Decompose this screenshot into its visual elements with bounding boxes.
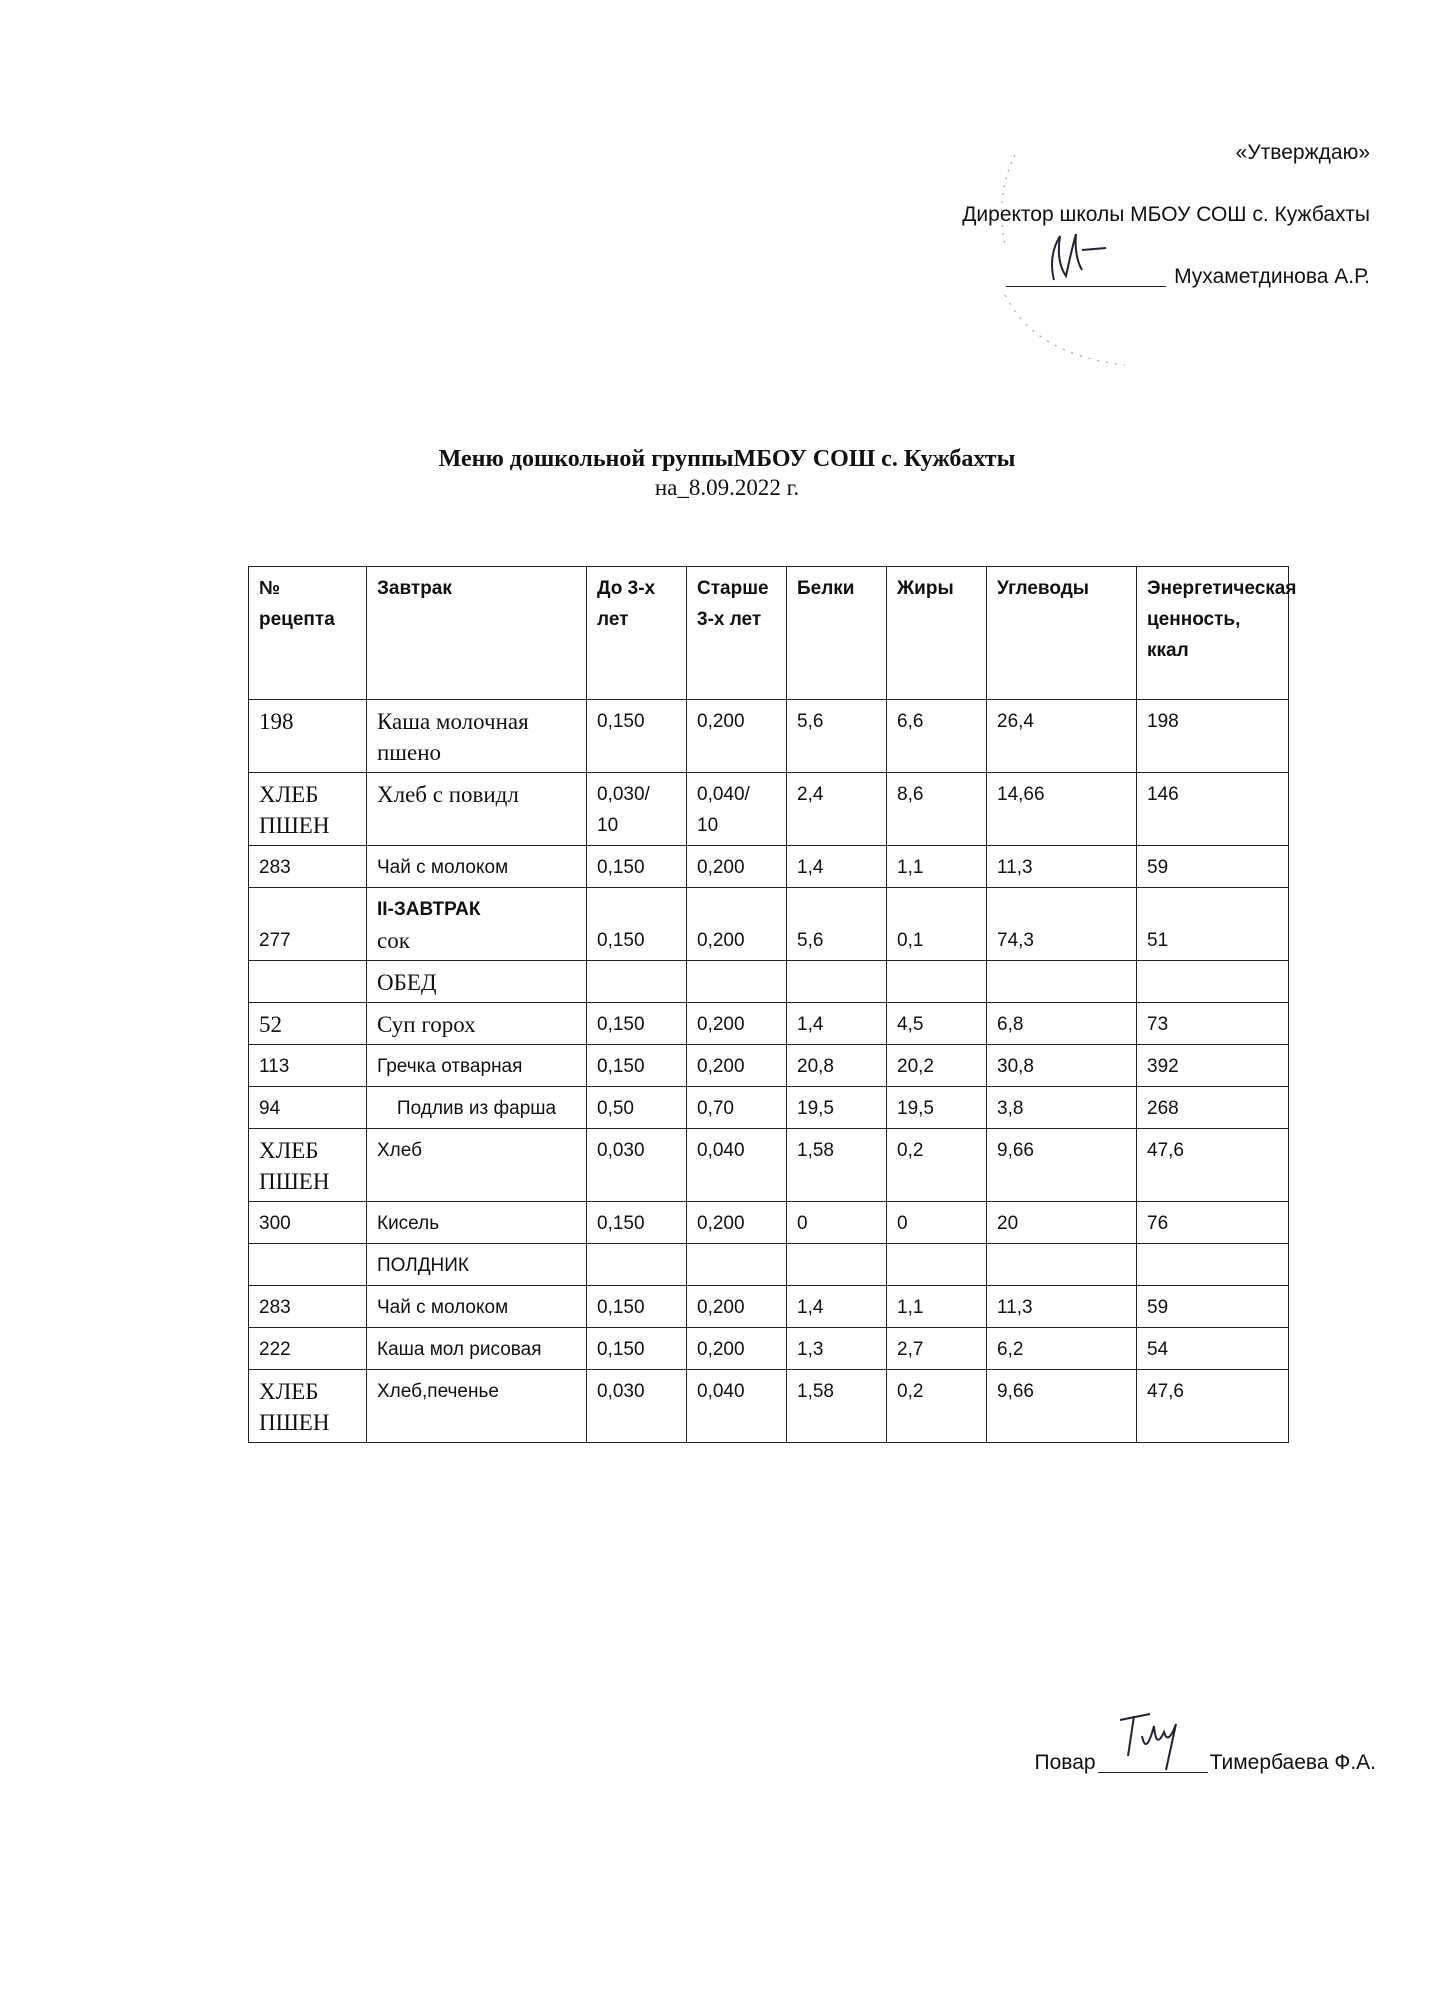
table-header-row <box>249 567 1289 700</box>
table-row: 52 Суп горох 0,150 0,200 1,4 4,5 6,8 73 <box>249 1003 1289 1045</box>
header-energy: Энергетическая ценность, ккал <box>1137 567 1289 700</box>
section-row <box>249 961 1289 1003</box>
header-recipe: № рецепта <box>249 567 367 700</box>
table-row: ХЛЕБ ПШЕН Хлеб с повидл 0,030/ 10 0,040/ 10 2,4 8,6 14,66 146 <box>249 773 1289 846</box>
header-fats: Жиры <box>887 567 987 700</box>
cook-signature-block <box>1035 1750 1376 1775</box>
table-row: ХЛЕБ ПШЕН Хлеб,печенье 0,030 0,040 1,58 0,2 9,66 47,6 <box>249 1370 1289 1443</box>
header-under3: До 3-х лет <box>587 567 687 700</box>
table-row: 94 Подлив из фарша 0,50 0,70 19,5 19,5 3,8 268 <box>249 1087 1289 1129</box>
approve-label: «Утверждаю» <box>1235 141 1370 164</box>
table-row: 198 Каша молочная пшено 0,150 0,200 5,6 6,6 26,4 198 <box>249 700 1289 773</box>
header-carbs: Углеводы <box>987 567 1137 700</box>
cook-name: Тимербаева Ф.А. <box>1209 1751 1376 1774</box>
cook-signature <box>1098 1750 1208 1773</box>
document-title <box>0 446 1454 501</box>
section-afternoon-snack: ПОЛДНИК <box>367 1244 587 1286</box>
menu-table <box>248 566 1297 1443</box>
header-proteins: Белки <box>787 567 887 700</box>
cook-label: Повар <box>1034 1751 1096 1774</box>
table-row: 222 Каша мол рисовая 0,150 0,200 1,3 2,7 6,2 54 <box>249 1328 1289 1370</box>
title-line-2: на_8.09.2022 г. <box>654 475 800 500</box>
title-line-1: Меню дошкольной группыМБОУ СОШ с. Кужбахты <box>438 446 1016 472</box>
section-lunch: ОБЕД <box>367 961 587 1003</box>
director-title: Директор школы МБОУ СОШ с. Кужбахты <box>962 203 1370 226</box>
approval-block <box>962 138 1370 324</box>
director-signature <box>1006 264 1166 287</box>
table-row: ХЛЕБ ПШЕН Хлеб 0,030 0,040 1,58 0,2 9,66 47,6 <box>249 1129 1289 1202</box>
table-row: 283 Чай с молоком 0,150 0,200 1,4 1,1 11,3 59 <box>249 1286 1289 1328</box>
table-row: 283 Чай с молоком 0,150 0,200 1,4 1,1 11,3 59 <box>249 846 1289 888</box>
table-row: 300 Кисель 0,150 0,200 0 0 20 76 <box>249 1202 1289 1244</box>
header-over3: Старше 3-х лет <box>687 567 787 700</box>
section-row <box>249 1244 1289 1286</box>
table-row: 113 Гречка отварная 0,150 0,200 20,8 20,2 30,8 392 <box>249 1045 1289 1087</box>
director-name: Мухаметдинова А.Р. <box>1174 265 1370 288</box>
table-row: 277 II-ЗАВТРАК сок 0,150 0,200 5,6 0,1 74,3 51 <box>249 888 1289 961</box>
section-second-breakfast: II-ЗАВТРАК <box>377 899 481 920</box>
header-meal: Завтрак <box>367 567 587 700</box>
